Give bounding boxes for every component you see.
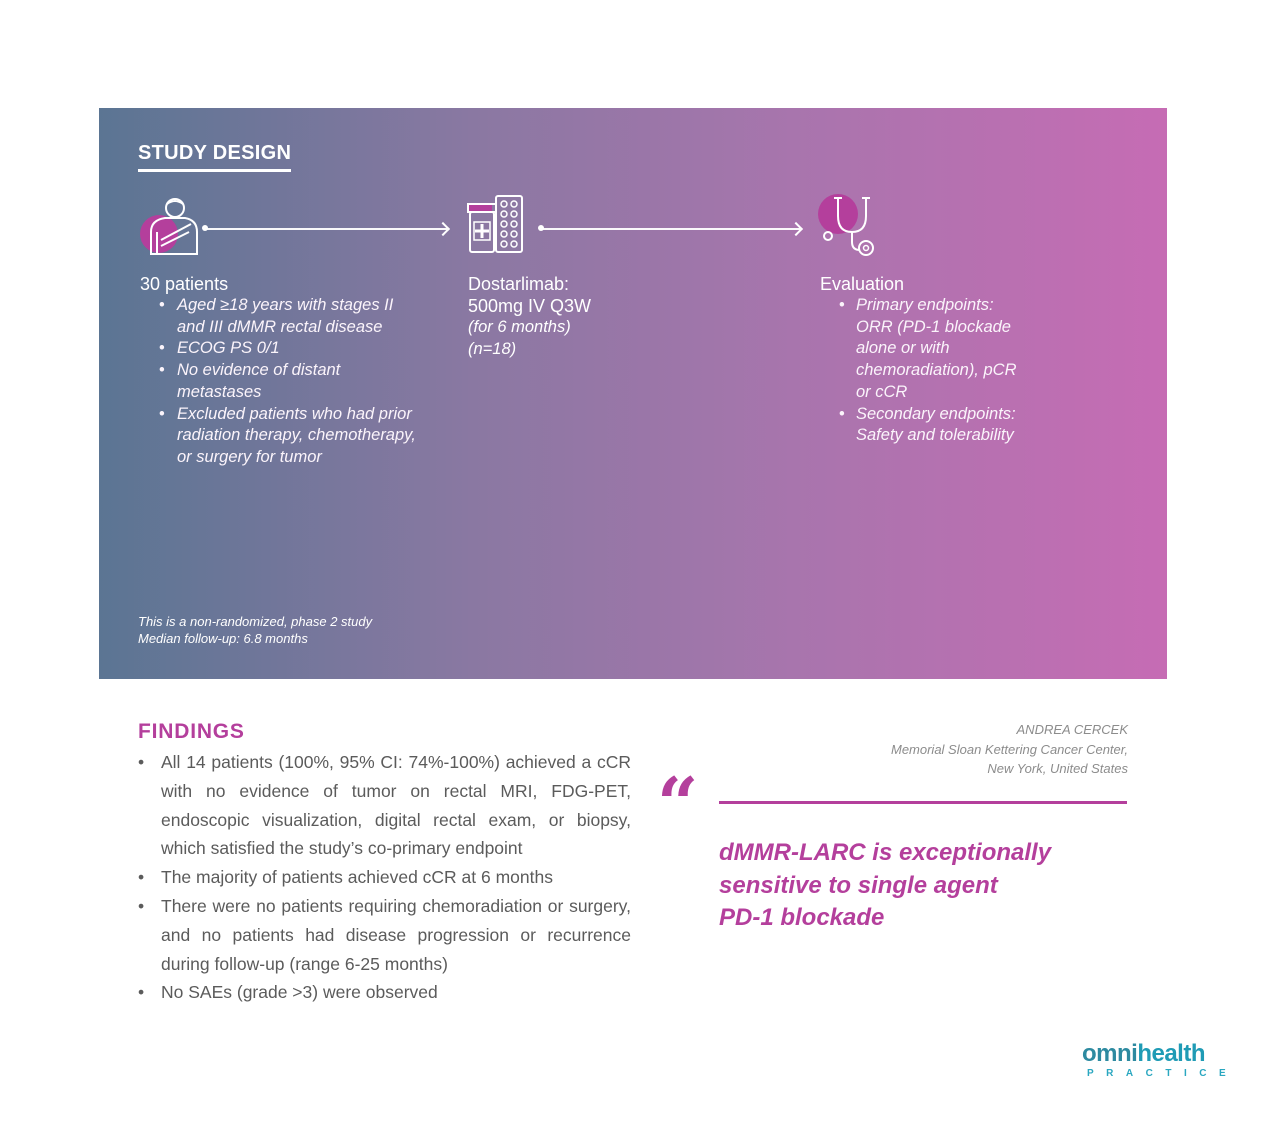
- author-name: ANDREA CERCEK: [1016, 722, 1128, 737]
- follow-up: Median follow-up: 6.8 months: [138, 631, 308, 646]
- list-item: • Excluded patients who had prior radiation therapy, chemotherapy, or surgery for tumor: [140, 404, 420, 469]
- list-item: • Aged ≥18 years with stages II and III dMMR rectal disease: [140, 295, 420, 338]
- findings-title: FINDINGS: [138, 720, 245, 743]
- endpoint-label: Primary endpoints:: [856, 296, 994, 314]
- pull-quote: [719, 837, 1119, 935]
- endpoint-label: Secondary endpoints:: [856, 404, 1016, 423]
- patient-icon: [139, 194, 199, 256]
- stethoscope-icon: [818, 192, 880, 258]
- flow-arrow-1: [206, 228, 447, 230]
- quote-line-1: dMMR-LARC is exceptionally: [719, 839, 1052, 866]
- study-type: This is a non-randomized, phase 2 study: [138, 614, 373, 629]
- list-item: • The majority of patients achieved cCR at 6 months: [138, 863, 631, 892]
- treatment-column: [468, 273, 668, 360]
- list-item: • No SAEs (grade >3) were observed: [138, 978, 631, 1007]
- findings-list: [138, 748, 631, 1007]
- treatment-drug: Dostarlimab:: [468, 274, 570, 294]
- study-design-title: STUDY DESIGN: [138, 142, 291, 172]
- evaluation-column: [820, 273, 1035, 447]
- logo-prefix: omni: [1082, 1040, 1138, 1067]
- list-item: • Secondary endpoints: Safety and tolerability: [839, 404, 1016, 445]
- patients-heading: 30 patients: [140, 274, 229, 294]
- logo-tagline: PRACTICE: [1087, 1068, 1239, 1079]
- author-location: New York, United States: [987, 761, 1128, 776]
- treatment-dose: 500mg IV Q3W: [468, 296, 592, 316]
- study-footnote: [138, 613, 372, 647]
- list-item: • There were no patients requiring chemoradiation or surgery, and no patients had disease progression or recurrence during follow-up (range 6-25 months): [138, 892, 631, 978]
- list-item: • No evidence of distant metastases: [140, 360, 420, 403]
- quote-divider: [719, 801, 1127, 804]
- inclusion-criteria-list: [140, 295, 420, 469]
- endpoint-detail: ORR (PD-1 blockade alone or with chemoradiation), pCR or cCR: [856, 317, 1017, 401]
- omnihealth-logo: [1082, 1040, 1239, 1080]
- author-affiliation: Memorial Sloan Kettering Cancer Center,: [890, 741, 1128, 757]
- endpoints-list: [820, 295, 1035, 447]
- quote-mark-icon: “: [657, 761, 699, 846]
- study-design-panel: [99, 108, 1167, 679]
- medication-icon: [466, 194, 526, 256]
- list-item: • Primary endpoints: ORR (PD-1 blockade alone or with chemoradiation), pCR or cCR: [839, 296, 1017, 401]
- evaluation-heading: Evaluation: [820, 274, 905, 294]
- quote-line-3: PD-1 blockade: [719, 904, 885, 931]
- treatment-duration: (for 6 months): [468, 318, 571, 336]
- logo-wordmark: [1082, 1040, 1217, 1068]
- quote-line-2: sensitive to single agent: [719, 871, 998, 899]
- logo-suffix: health: [1137, 1040, 1206, 1067]
- treatment-n: (n=18): [468, 339, 517, 358]
- list-item: • All 14 patients (100%, 95% CI: 74%-100%) achieved a cCR with no evidence of tumor on rectal MRI, FDG-PET, endoscopic visualization, digital rectal exam, or biopsy, which satisfied the study’s co-primary endpoint: [138, 748, 631, 863]
- patients-column: [140, 273, 420, 469]
- quote-attribution: [891, 720, 1128, 779]
- flow-arrow-2: [542, 228, 800, 230]
- list-item: • ECOG PS 0/1: [140, 338, 420, 360]
- endpoint-detail: Safety and tolerability: [856, 426, 1014, 445]
